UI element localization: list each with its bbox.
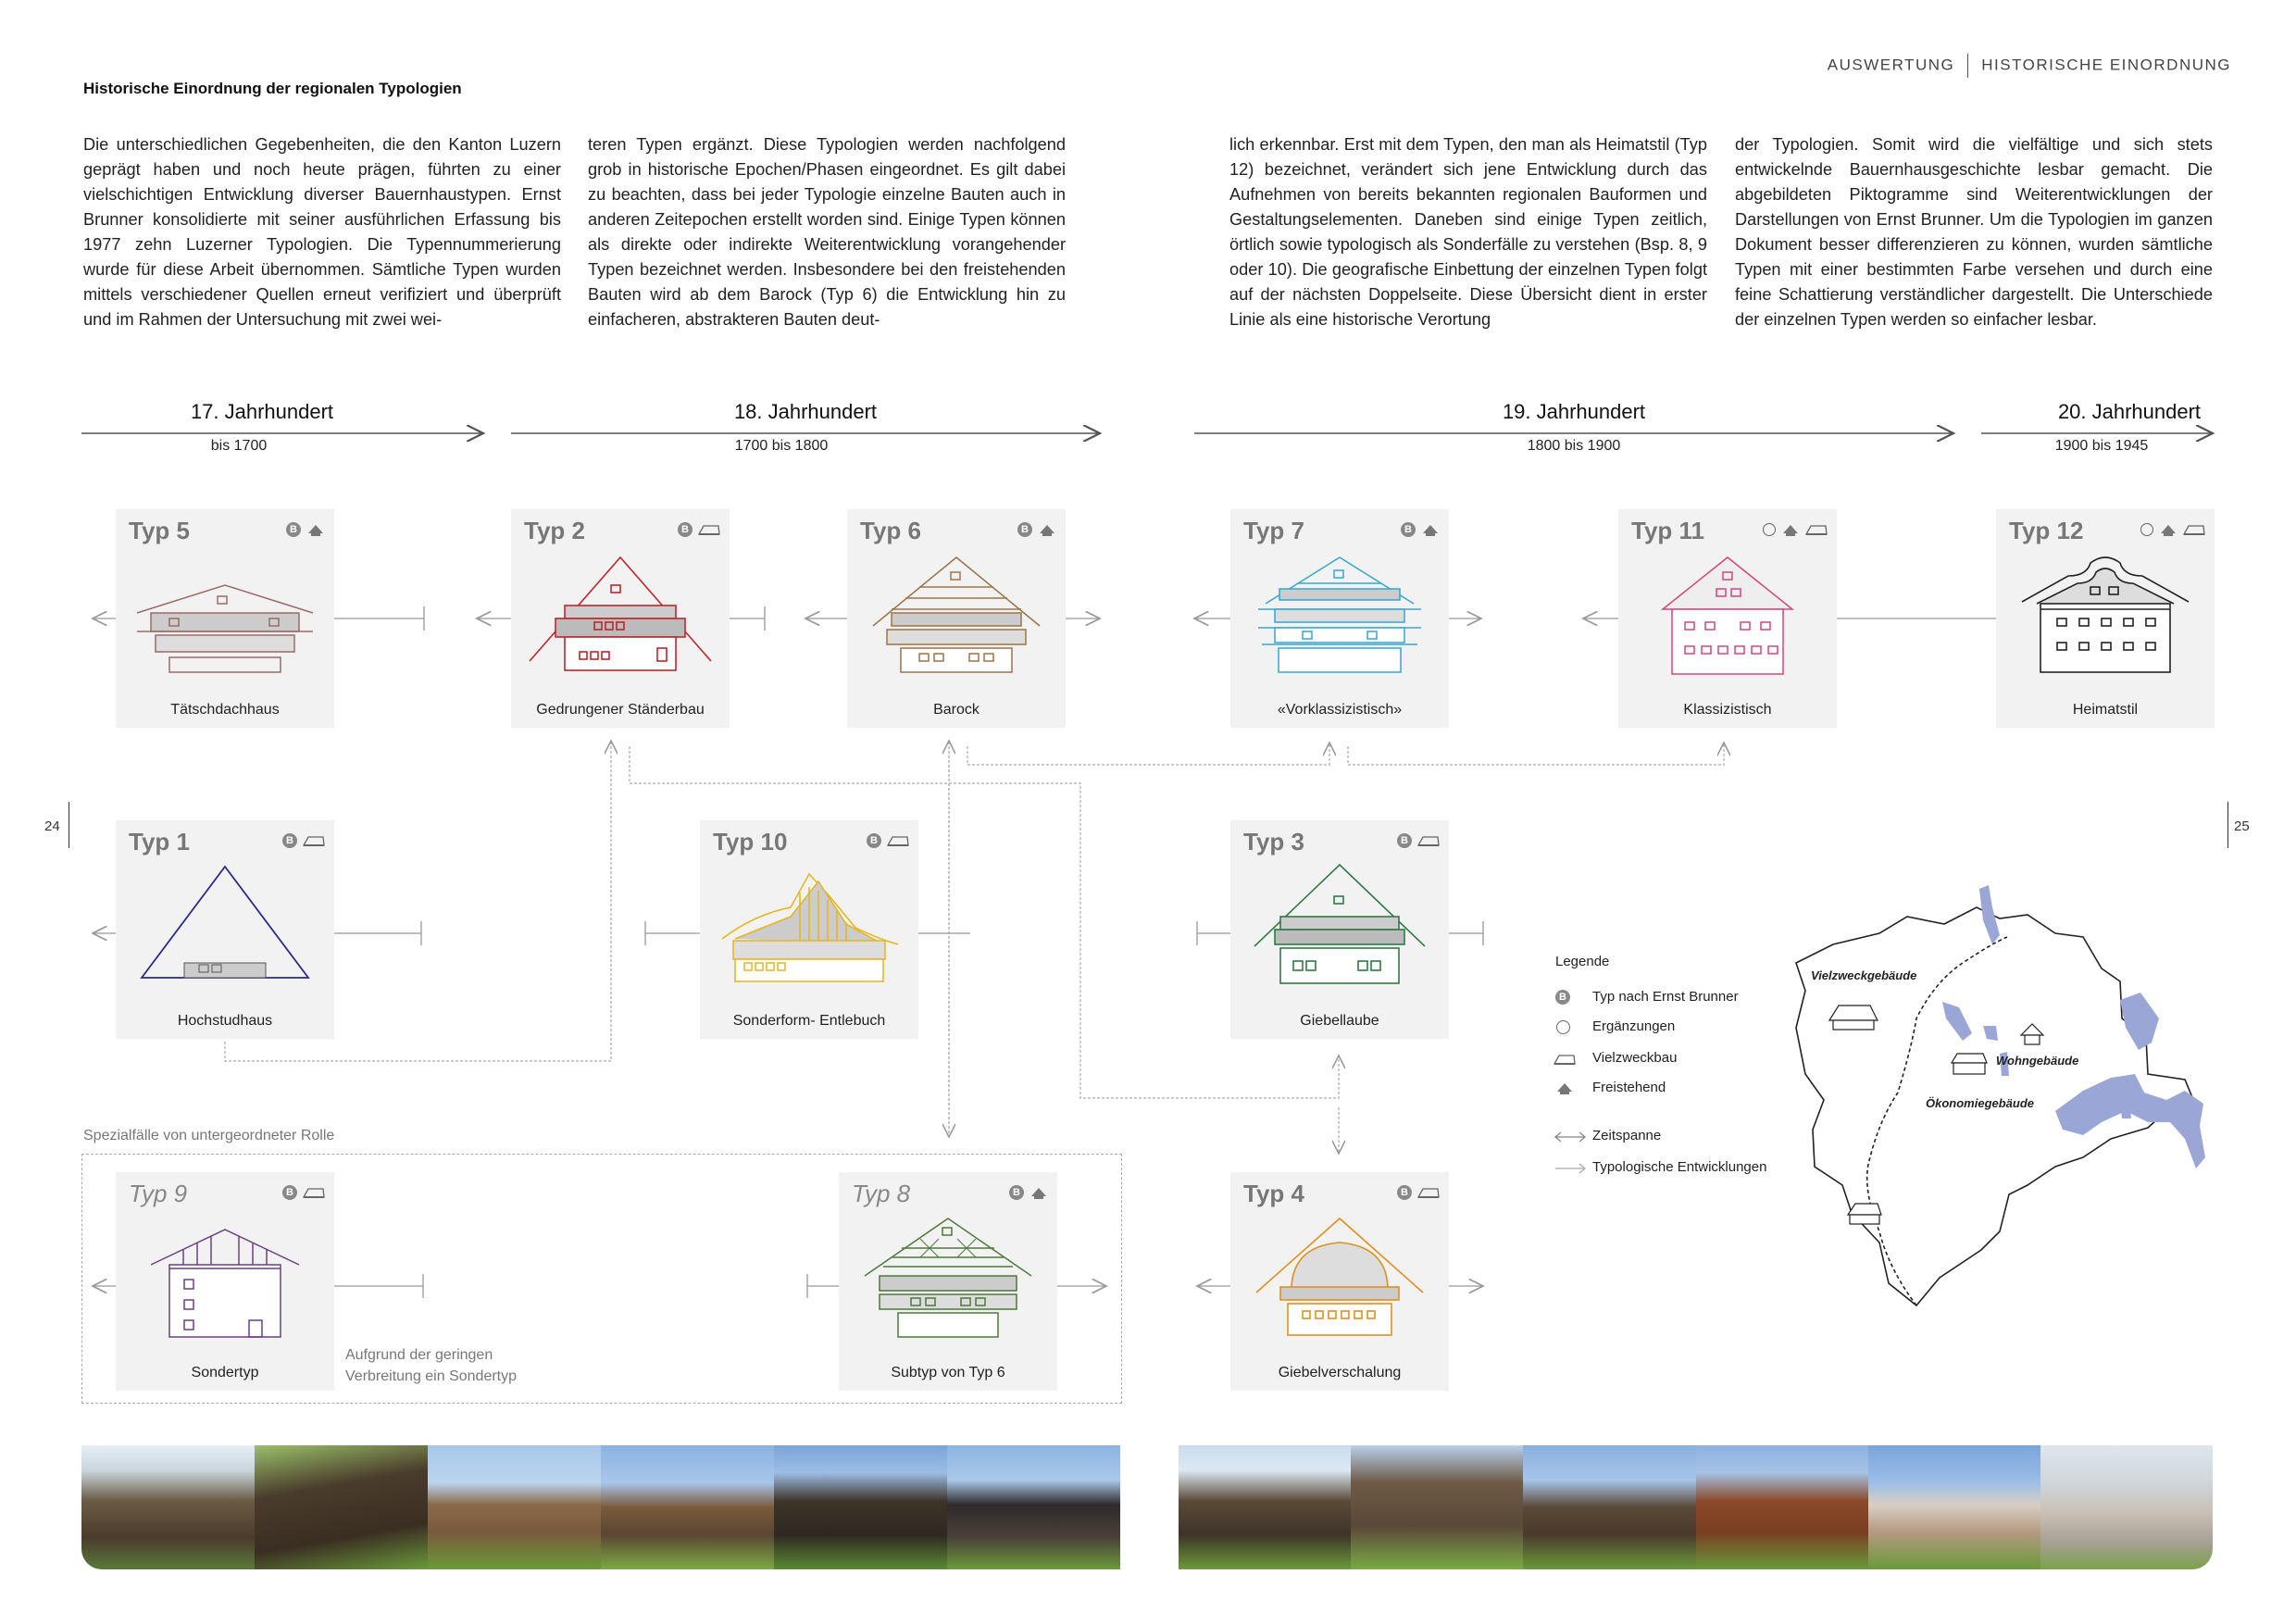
- double-arrow-icon: [1554, 1131, 1587, 1143]
- special-cases-label: Spezialfälle von untergeordneter Rolle: [83, 1128, 335, 1143]
- card-type-number: Typ 2: [524, 517, 585, 544]
- house-pictogram-typ-5: [132, 548, 318, 687]
- card-typ-9: [116, 1172, 334, 1391]
- card-typ-10: [700, 820, 918, 1039]
- arrow-right-icon: [1554, 1162, 1587, 1175]
- card-caption: Giebellaube: [1300, 1013, 1379, 1029]
- card-caption: Tätschdachhaus: [170, 702, 280, 718]
- farmhouse-photo: [1696, 1445, 1868, 1569]
- header-left: AUSWERTUNG: [1827, 56, 1955, 74]
- card-caption: Klassizistisch: [1683, 702, 1772, 718]
- century-19-title: 19. Jahrhundert: [1502, 400, 1646, 423]
- card-typ-7: [1230, 509, 1449, 728]
- brunner-badge-icon: B: [678, 522, 693, 537]
- house-pictogram-typ-8: [855, 1211, 1041, 1350]
- card-type-number: Typ 10: [713, 828, 788, 856]
- page-number-left: 24: [44, 818, 60, 834]
- special-cases-note: [345, 1344, 517, 1387]
- farmhouse-photo: [774, 1445, 947, 1569]
- freestanding-icon: [1781, 522, 1800, 537]
- card-badges: [1397, 1185, 1440, 1200]
- map-label-economic: Ökonomiegebäude: [1926, 1096, 2035, 1110]
- card-type-number: Typ 6: [860, 517, 921, 544]
- addition-circle-icon: [1556, 1020, 1570, 1034]
- brunner-badge-icon: B: [282, 833, 297, 848]
- legend-item-label: Typologische Entwicklungen: [1592, 1159, 1767, 1175]
- freestanding-icon: [2159, 522, 2177, 537]
- card-badges: [867, 833, 909, 848]
- freestanding-icon: [1029, 1185, 1048, 1200]
- card-type-number: Typ 8: [852, 1180, 911, 1207]
- card-badges: [1009, 1185, 1048, 1200]
- addition-circle-icon: [1763, 523, 1776, 536]
- farmhouse-photo: [2040, 1445, 2213, 1569]
- card-typ-6: [847, 509, 1066, 728]
- brunner-badge-icon: B: [1555, 990, 1570, 1005]
- brunner-badge-icon: B: [1017, 522, 1032, 537]
- card-badges: [1397, 833, 1440, 848]
- card-caption: Gedrungener Ständerbau: [536, 702, 705, 718]
- text-column-1: Die unterschiedlichen Gegebenheiten, die den Kanton Luzern geprägt haben und noch heute prägen, führten zu einer vielschichtigen Entwicklung diverser Bauernhaustypen. Ernst Brunner konsolidierte mit seiner ausführlichen Erfassung bis 1977 zehn Luzerner Typologien. Die Typennummerierung wurde für diese Arbeit übernommen. Sämtliche Typen wurden mittels verschiedener Quellen erneut verifiziert und überprüft und im Rahmen der Untersuchung mit zwei wei-: [83, 135, 561, 329]
- house-pictogram-typ-11: [1635, 548, 1820, 687]
- multipurpose-icon: [303, 833, 325, 848]
- card-type-number: Typ 3: [1243, 828, 1304, 856]
- card-typ-4: [1230, 1172, 1449, 1391]
- legend-item-label: Ergänzungen: [1592, 1018, 1676, 1034]
- farmhouse-photo: [947, 1445, 1120, 1569]
- farmhouse-photo: [1868, 1445, 2040, 1569]
- multipurpose-icon: [1805, 522, 1828, 537]
- multipurpose-icon: [1417, 1185, 1440, 1200]
- card-type-number: Typ 11: [1631, 517, 1705, 544]
- card-caption: Barock: [933, 702, 980, 718]
- freestanding-icon: [1421, 522, 1440, 537]
- multipurpose-icon: [1554, 1052, 1578, 1067]
- card-type-number: Typ 4: [1243, 1180, 1304, 1207]
- legend-title: Legende: [1555, 954, 1610, 969]
- card-badges: [1017, 522, 1056, 537]
- brunner-badge-icon: B: [1397, 833, 1412, 848]
- card-typ-8: [839, 1172, 1057, 1391]
- card-typ-5: [116, 509, 334, 728]
- legend-item-label: Typ nach Ernst Brunner: [1592, 989, 1739, 1005]
- card-badges: [1763, 522, 1828, 537]
- house-pictogram-typ-10: [717, 859, 902, 998]
- brunner-badge-icon: B: [282, 1185, 297, 1200]
- text-column-3: lich erkennbar. Erst mit dem Typen, den man als Heimatstil (Typ 12) bezeichnet, verändert sich jene Entwicklung durch das Aufnehmen von bereits bekannten regionalen Bauformen und Gestaltungselementen. Daneben sind einige Typen zeitlich, örtlich sowie typologisch als Sonderfälle zu verstehen (Bsp. 8, 9 oder 10). Die geografische Einbettung der einzelnen Typen folgt auf der nächsten Doppelseite. Diese Übersicht dient in erster Linie als eine historische Verortung: [1229, 135, 1707, 329]
- card-typ-2: [511, 509, 730, 728]
- farmhouse-photo: [81, 1445, 255, 1569]
- canton-lucerne-map: [1778, 880, 2222, 1315]
- farmhouse-photo: [255, 1445, 428, 1569]
- farmhouse-photo: [428, 1445, 601, 1569]
- house-pictogram-typ-12: [2013, 548, 2198, 687]
- brunner-badge-icon: B: [286, 522, 301, 537]
- special-note-line-2: Verbreitung ein Sondertyp: [345, 1368, 518, 1384]
- card-type-number: Typ 1: [129, 828, 190, 856]
- multipurpose-icon: [1417, 833, 1440, 848]
- text-column-4: der Typologien. Somit wird die vielfältige und sich stets entwickelnde Bauernhausgeschichte lesbar gemacht. Die abgebildeten Piktogramme sind Weiterentwicklungen der Darstellungen von Ernst Brunner. Um die Typologien im ganzen Dokument besser differenzieren zu können, wurden sämtliche Typen mit einer bestimmten Farbe versehen und durch eine feine Schattierung verständlicher dargestellt. Die Unterschiede der einzelnen Typen werden so einfacher lesbar.: [1735, 135, 2213, 329]
- card-caption: Giebelverschalung: [1278, 1365, 1402, 1380]
- card-typ-11: [1618, 509, 1837, 728]
- card-type-number: Typ 5: [129, 517, 190, 544]
- century-20-title: 20. Jahrhundert: [2057, 400, 2202, 423]
- page-number-right: 25: [2234, 818, 2250, 834]
- card-caption: Heimatstil: [2072, 702, 2139, 718]
- photo-strip-right: [1179, 1445, 2213, 1569]
- card-badges: [2140, 522, 2205, 537]
- card-typ-12: [1996, 509, 2215, 728]
- century-19-range: 1800 bis 1900: [1527, 438, 1621, 454]
- map-label-multipurpose: Vielzweckgebäude: [1811, 968, 1917, 982]
- house-pictogram-typ-3: [1247, 859, 1432, 998]
- farmhouse-photo: [601, 1445, 774, 1569]
- legend-item-label: Freistehend: [1592, 1080, 1666, 1095]
- century-18-title: 18. Jahrhundert: [733, 400, 878, 423]
- card-caption: Hochstudhaus: [177, 1013, 273, 1029]
- freestanding-icon: [1038, 522, 1056, 537]
- card-caption: Sonderform- Entlebuch: [732, 1013, 886, 1029]
- legend-item-label: Zeitspanne: [1592, 1128, 1662, 1143]
- farmhouse-photo: [1523, 1445, 1695, 1569]
- card-badges: [678, 522, 720, 537]
- card-badges: [282, 833, 325, 848]
- card-type-number: Typ 7: [1243, 517, 1304, 544]
- card-badges: [286, 522, 325, 537]
- house-pictogram-typ-9: [132, 1211, 318, 1350]
- freestanding-icon: [1555, 1081, 1574, 1095]
- century-17-title: 17. Jahrhundert: [190, 400, 334, 423]
- card-caption: «Vorklassizistisch»: [1277, 702, 1403, 718]
- house-pictogram-typ-2: [528, 548, 713, 687]
- century-20-range: 1900 bis 1945: [2054, 438, 2149, 454]
- photo-strip-left: [81, 1445, 1120, 1569]
- freestanding-icon: [306, 522, 325, 537]
- section-title: Historische Einordnung der regionalen Typologien: [83, 80, 462, 97]
- header-right: HISTORISCHE EINORDNUNG: [1981, 56, 2231, 74]
- brunner-badge-icon: B: [1009, 1185, 1024, 1200]
- multipurpose-icon: [698, 522, 720, 537]
- house-pictogram-typ-7: [1247, 548, 1432, 687]
- legend-item-label: Vielzweckbau: [1592, 1050, 1678, 1066]
- card-typ-1: [116, 820, 334, 1039]
- century-17-range: bis 1700: [210, 438, 268, 454]
- house-pictogram-typ-4: [1247, 1211, 1432, 1350]
- card-caption: Sondertyp: [191, 1365, 259, 1380]
- card-caption: Subtyp von Typ 6: [891, 1365, 1005, 1380]
- text-column-2: teren Typen ergänzt. Diese Typologien werden nachfolgend grob in historische Epochen/Phasen eingeordnet. Es gilt dabei zu beachten, dass bei jeder Typologie einzelne Bauten auch in anderen Zeitepochen erstellt worden sind. Einige Typen können als direkte oder indirekte Weiterentwicklung vorangehender Typen bezeichnet werden. Insbesondere bei den freistehenden Bauten wird ab dem Barock (Typ 6) die Entwicklung hin zu einfacheren, abstrakteren Bauten deut-: [588, 135, 1066, 329]
- multipurpose-icon: [303, 1185, 325, 1200]
- farmhouse-photo: [1179, 1445, 1351, 1569]
- century-18-range: 1700 bis 1800: [734, 438, 829, 454]
- special-note-line-1: Aufgrund der geringen: [345, 1347, 493, 1363]
- house-pictogram-typ-6: [864, 548, 1049, 687]
- card-typ-3: [1230, 820, 1449, 1039]
- card-badges: [282, 1185, 325, 1200]
- card-type-number: Typ 9: [129, 1180, 188, 1207]
- card-badges: [1401, 522, 1440, 537]
- card-type-number: Typ 12: [2009, 517, 2084, 544]
- multipurpose-icon: [2183, 522, 2205, 537]
- farmhouse-photo: [1351, 1445, 1523, 1569]
- house-pictogram-typ-1: [132, 859, 318, 998]
- brunner-badge-icon: B: [1401, 522, 1416, 537]
- addition-circle-icon: [2140, 523, 2153, 536]
- map-label-residential: Wohngebäude: [1996, 1054, 2079, 1068]
- brunner-badge-icon: B: [867, 833, 881, 848]
- brunner-badge-icon: B: [1397, 1185, 1412, 1200]
- multipurpose-icon: [887, 833, 909, 848]
